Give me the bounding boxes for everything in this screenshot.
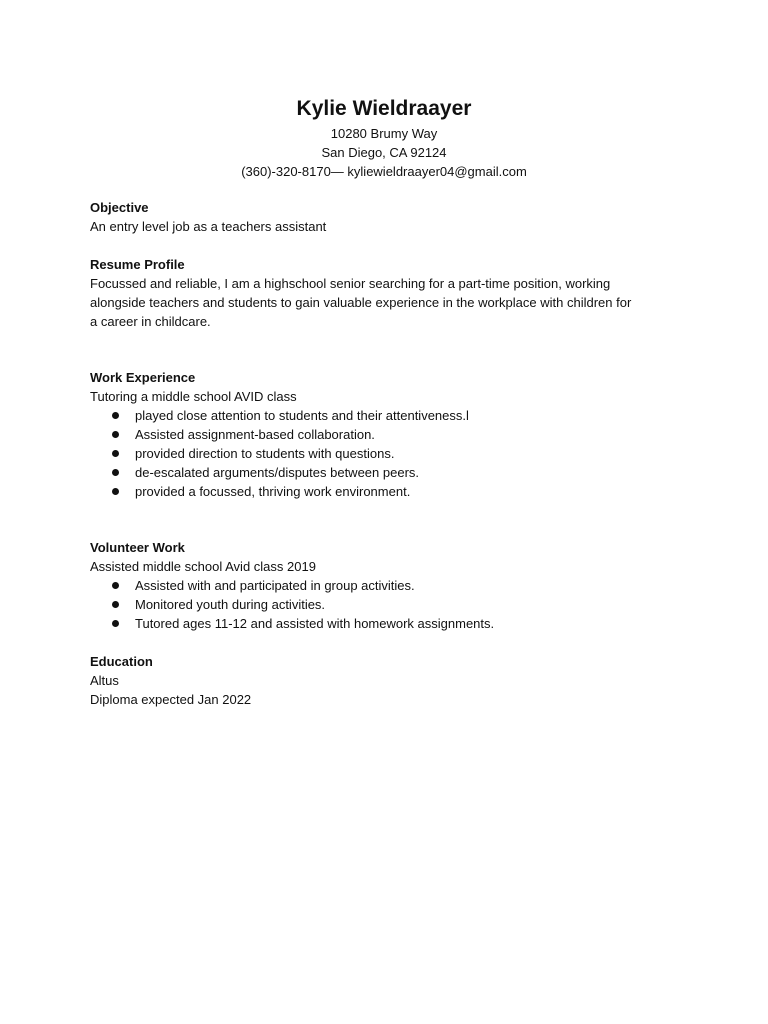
bullet-text: provided direction to students with questions. bbox=[135, 446, 395, 461]
list-item bbox=[90, 614, 690, 633]
list-item bbox=[90, 425, 690, 444]
list-item bbox=[90, 576, 690, 595]
bullet-icon bbox=[112, 450, 119, 457]
list-item bbox=[90, 595, 690, 614]
objective-text: An entry level job as a teachers assistant bbox=[90, 219, 327, 234]
objective-title: Objective bbox=[90, 200, 149, 215]
list-item bbox=[90, 406, 690, 425]
spacer bbox=[90, 236, 690, 255]
bullet-icon bbox=[112, 582, 119, 589]
bullet-icon bbox=[112, 412, 119, 419]
bullet-icon bbox=[112, 601, 119, 608]
profile-line: a career in childcare. bbox=[90, 314, 211, 329]
street-address: 10280 Brumy Way bbox=[330, 126, 438, 141]
work-section bbox=[90, 368, 690, 501]
spacer bbox=[90, 331, 690, 368]
diploma-info: Diploma expected Jan 2022 bbox=[90, 692, 252, 707]
volunteer-subtitle: Assisted middle school Avid class 2019 bbox=[90, 559, 316, 574]
phone-email: (360)-320-8170— kyliewieldraayer04@gmail.com bbox=[241, 164, 527, 179]
spacer bbox=[90, 633, 690, 652]
applicant-name: Kylie Wieldraayer bbox=[296, 97, 472, 120]
volunteer-bullet-list bbox=[90, 576, 690, 633]
profile-title: Resume Profile bbox=[90, 257, 185, 272]
school-name: Altus bbox=[90, 673, 119, 688]
resume-body bbox=[90, 198, 690, 709]
bullet-text: de-escalated arguments/disputes between peers. bbox=[135, 465, 420, 480]
work-subtitle: Tutoring a middle school AVID class bbox=[90, 389, 297, 404]
education-title: Education bbox=[90, 654, 153, 669]
volunteer-title: Volunteer Work bbox=[90, 540, 185, 555]
bullet-text: Tutored ages 11-12 and assisted with homework assignments. bbox=[135, 616, 495, 631]
objective-section bbox=[90, 198, 690, 236]
bullet-text: played close attention to students and their attentiveness.l bbox=[135, 408, 469, 423]
bullet-icon bbox=[112, 431, 119, 438]
work-title: Work Experience bbox=[90, 370, 196, 385]
bullet-text: Assisted with and participated in group activities. bbox=[135, 578, 415, 593]
volunteer-section bbox=[90, 538, 690, 633]
bullet-icon bbox=[112, 469, 119, 476]
city-state-zip: San Diego, CA 92124 bbox=[321, 145, 447, 160]
resume-header bbox=[0, 94, 768, 181]
bullet-text: Assisted assignment-based collaboration. bbox=[135, 427, 375, 442]
spacer bbox=[90, 501, 690, 538]
bullet-text: provided a focussed, thriving work environment. bbox=[135, 484, 411, 499]
profile-line: alongside teachers and students to gain valuable experience in the workplace with children for bbox=[90, 295, 632, 310]
profile-line: Focussed and reliable, I am a highschool senior searching for a part-time position, working bbox=[90, 276, 611, 291]
list-item bbox=[90, 482, 690, 501]
education-section bbox=[90, 652, 690, 709]
list-item bbox=[90, 463, 690, 482]
bullet-icon bbox=[112, 620, 119, 627]
work-bullet-list bbox=[90, 406, 690, 501]
list-item bbox=[90, 444, 690, 463]
bullet-text: Monitored youth during activities. bbox=[135, 597, 326, 612]
bullet-icon bbox=[112, 488, 119, 495]
profile-section bbox=[90, 255, 690, 331]
